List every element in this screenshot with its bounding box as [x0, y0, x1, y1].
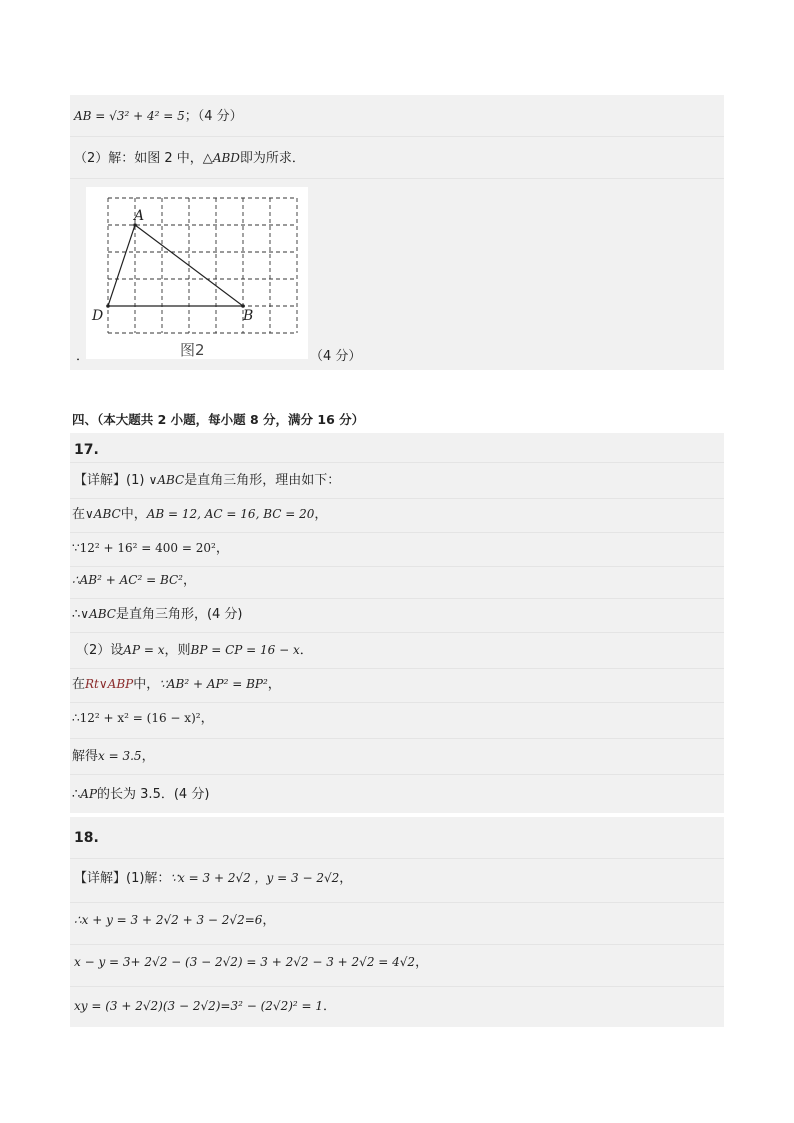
q17-line-10	[70, 785, 724, 809]
q18-line-4	[70, 997, 724, 1025]
q17-l6-prefix: （2）设	[76, 643, 124, 658]
triangle-abd-shape	[108, 225, 243, 306]
q17-l7-prefix: 在	[72, 677, 86, 692]
point-d	[106, 304, 110, 308]
triangle-abd: ABD	[212, 151, 240, 165]
q17-l7-mid: 中，	[133, 677, 160, 692]
q17-l4-math: ∴AB² + AC² = BC²	[72, 573, 183, 587]
q17-l2-suffix: ，	[314, 507, 328, 522]
q17-line-5	[70, 605, 724, 633]
q17-l3-math: ∵12² + 16² = 400 = 20²	[72, 541, 216, 555]
q18-l1-prefix: 【详解】(1)解：	[74, 871, 171, 886]
q17-l2-tri: ∨ABC	[85, 507, 121, 521]
q18-number: 18.	[74, 830, 99, 846]
q18-line-2	[70, 911, 724, 945]
q17-l8-math: ∴12² + x² = (16 − x)²	[72, 711, 201, 725]
q17-l7-suffix: ，	[267, 677, 281, 692]
q17-l5-suffix: 是直角三角形，(4 分)	[115, 607, 243, 622]
q18-l1-suffix: ，	[339, 871, 353, 886]
q18-l4-math: xy = (3 + 2√2)(3 − 2√2)=3² − (2√2)² = 1	[74, 999, 324, 1013]
q17-l6-math1: AP = x	[123, 643, 165, 657]
score-text: ；（4 分）	[184, 109, 243, 124]
answer-line-ab	[70, 107, 724, 137]
q17-line-3	[70, 539, 724, 567]
math-ab: AB = √3² + 4² = 5	[74, 109, 185, 123]
section-4-heading: 四、（本大题共 2 小题，每小题 8 分，满分 16 分）	[72, 412, 365, 427]
q17-l9-suffix: ，	[141, 749, 155, 764]
q17-l8-suffix: ，	[200, 711, 214, 726]
q17-l6-math2: BP = CP = 16 − x	[190, 643, 300, 657]
q17-l1-suffix: 是直角三角形，理由如下：	[184, 473, 341, 488]
q17-line-4	[70, 571, 724, 599]
q17-l10-math: AP	[80, 787, 98, 801]
part2-suffix: 即为所求．	[239, 151, 305, 166]
answer-line-2	[70, 149, 724, 179]
q18-number-line	[70, 817, 724, 859]
part2-prefix: （2）解：如图 2 中，△	[74, 151, 213, 166]
q17-l5-prefix: ∴	[72, 607, 81, 622]
answer-block-16	[70, 95, 724, 370]
q17-line-7	[70, 675, 724, 703]
figure-score: （4 分）	[310, 349, 362, 364]
q17-line-8	[70, 709, 724, 739]
q17-l2-mid: 中，	[120, 507, 147, 522]
figure-2	[86, 187, 308, 359]
q17-l2-prefix: 在	[72, 507, 86, 522]
q17-line-1	[70, 471, 724, 499]
q17-l2-math: AB = 12, AC = 16, BC = 20	[146, 507, 315, 521]
q17-line-9	[70, 747, 724, 775]
answer-block-17	[70, 433, 724, 813]
q17-l3-suffix: ，	[215, 541, 229, 556]
q17-l5-tri: ∨ABC	[80, 607, 116, 621]
q17-line-2	[70, 505, 724, 533]
figure-caption: 图2	[180, 341, 205, 359]
q18-l3-suffix: ，	[415, 955, 429, 970]
q18-l4-suffix: ．	[323, 999, 337, 1014]
q17-l9-math: x = 3.5	[98, 749, 142, 763]
q18-line-1	[70, 869, 724, 903]
label-b: B	[243, 308, 254, 324]
answer-block-18	[70, 817, 724, 1027]
q17-l1-tri: ∨ABC	[148, 473, 185, 487]
q18-line-3	[70, 953, 724, 987]
figure-dot: ．	[76, 349, 90, 364]
q17-l1-prefix: 【详解】(1)	[74, 473, 149, 488]
label-d: D	[92, 308, 104, 324]
q18-l3-math: x − y = 3+ 2√2 − (3 − 2√2) = 3 + 2√2 − 3 + 2√2 = 4√2	[74, 955, 416, 969]
q17-l9-prefix: 解得	[72, 749, 99, 764]
q17-l6-mid: ，则	[164, 643, 191, 658]
q17-number-line	[70, 433, 724, 463]
q17-number: 17.	[74, 442, 99, 458]
q17-l7-math: ∵AB² + AP² = BP²	[159, 677, 268, 691]
q17-l7-tri: Rt∨ABP	[85, 677, 134, 691]
label-a: A	[134, 208, 145, 224]
q17-l10-prefix: ∴	[72, 787, 81, 802]
q17-l6-suffix: ．	[299, 643, 313, 658]
q17-line-6	[70, 641, 724, 669]
grid-figure	[86, 187, 308, 359]
q17-l4-suffix: ，	[183, 573, 197, 588]
q18-l2-math: ∴x + y = 3 + 2√2 + 3 − 2√2=6	[74, 913, 263, 927]
q18-l1-math: ∵x = 3 + 2√2 ，y = 3 − 2√2	[170, 871, 340, 885]
q18-l2-suffix: ，	[262, 913, 276, 928]
q17-l10-suffix: 的长为 3.5．(4 分)	[97, 787, 210, 802]
